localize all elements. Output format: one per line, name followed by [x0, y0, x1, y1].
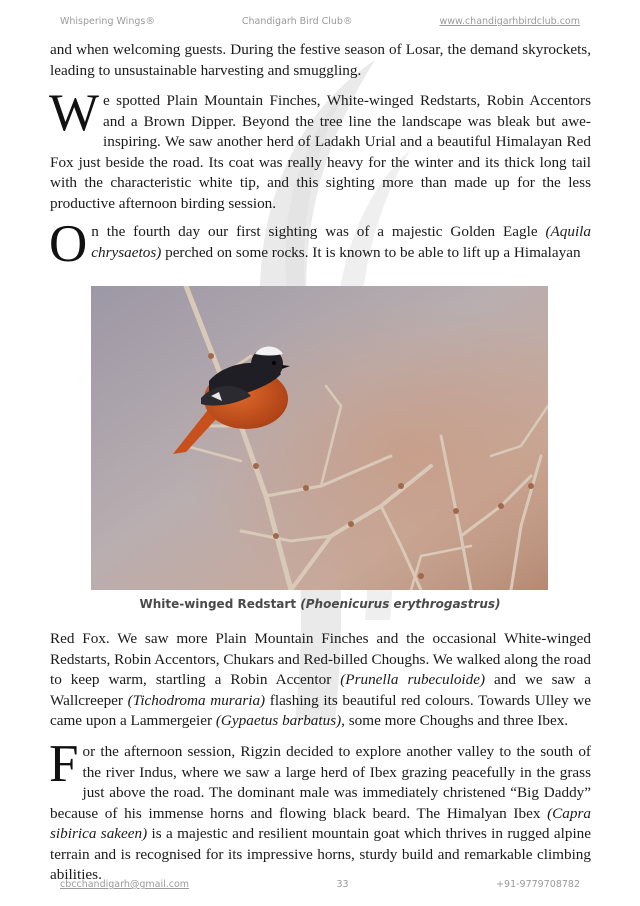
scientific-name-wallcreeper: (Tichodroma muraria)	[127, 691, 266, 709]
scientific-name-robin-accentor: (Prunella rubeculoide)	[340, 671, 486, 688]
paragraph-continued-text-c: flashing its beautiful red colours. Towards Ulley we came upon a Lammergeier	[50, 691, 591, 729]
page-number: 33	[336, 879, 349, 890]
footer-phone: +91-9779708782	[496, 879, 580, 890]
bird-photo	[91, 286, 548, 590]
paragraph-afternoon-text-b: is a majestic and resilient mountain goat which thrives in rugged alpine terrain and is recognised for its impressive horns, sturdy build and remarkable climbing abilities.	[50, 825, 592, 883]
page-header	[0, 16, 640, 27]
footer-email-link[interactable]: cbcchandigarh@gmail.com	[60, 879, 190, 890]
scientific-name-ibex: (Capra sibirica sakeen)	[50, 804, 591, 842]
header-website-link[interactable]: www.chandigarhbirdclub.com	[439, 16, 580, 27]
scientific-name-golden-eagle: (Aquila chrysaetos)	[91, 223, 591, 261]
paragraph-continued-text-b: and we saw a Wallcreeper	[50, 671, 591, 709]
paragraph-continued-text-a: Red Fox. We saw more Plain Mountain Finches and the occasional White-winged Redstarts, Robin Accentors, Chukars and Red-billed Choughs. We walked along the road to keep warm, startling a Robin Accentor	[50, 630, 591, 688]
caption-common-name: White-winged Redstart	[139, 597, 297, 611]
paragraph-intro-text: and when welcoming guests. During the festive season of Losar, the demand skyrockets, leading to unsustainable harvesting and smuggling.	[50, 41, 591, 79]
header-magazine-name: Whispering Wings®	[60, 16, 155, 27]
dropcap-w: W	[49, 84, 100, 142]
paragraph-continued-text-d: , some more Choughs and three Ibex.	[341, 712, 569, 729]
dropcap-f: F	[49, 735, 79, 793]
paragraph-day4-text-b: perched on some rocks. It is known to be able to lift up a Himalayan	[161, 243, 581, 261]
photo-caption	[0, 597, 640, 611]
dropcap-o: O	[49, 215, 88, 273]
white-winged-redstart-image	[91, 286, 548, 590]
paragraph-intro	[50, 40, 591, 81]
paragraph-day4-text-a: n the fourth day our first sighting was of a majestic Golden Eagle	[91, 223, 546, 240]
paragraph-afternoon	[49, 735, 592, 886]
paragraph-day4	[49, 215, 591, 273]
scientific-name-lammergeier: (Gypaetus barbatus)	[215, 712, 342, 729]
header-club-name: Chandigarh Bird Club®	[241, 16, 353, 27]
caption-scientific-name: (Phoenicurus erythrogastrus)	[300, 597, 501, 611]
paragraph-continued	[50, 629, 591, 732]
paragraph-day3-text: e spotted Plain Mountain Finches, White-winged Redstarts, Robin Accentors and a Brown Dipper. Beyond the tree line the landscape was bleak but awe-inspiring. We saw another herd of Ladakh Urial and a beautiful Himalayan Red Fox just beside the road. Its coat was really heavy for the winter and its thick long tail with the characteristic white tip, and this sighting more than made up for the less productive afternoon birding session.	[50, 92, 591, 212]
paragraph-afternoon-text-a: or the afternoon session, Rigzin decided to explore another valley to the south of the river Indus, where we saw a large herd of Ibex grazing peacefully in the grass just above the road. The dominant male was immediately christened “Big Daddy” because of his immense horns and flowing black beard. The Himalyan Ibex	[50, 743, 591, 822]
paragraph-day3	[49, 84, 591, 214]
